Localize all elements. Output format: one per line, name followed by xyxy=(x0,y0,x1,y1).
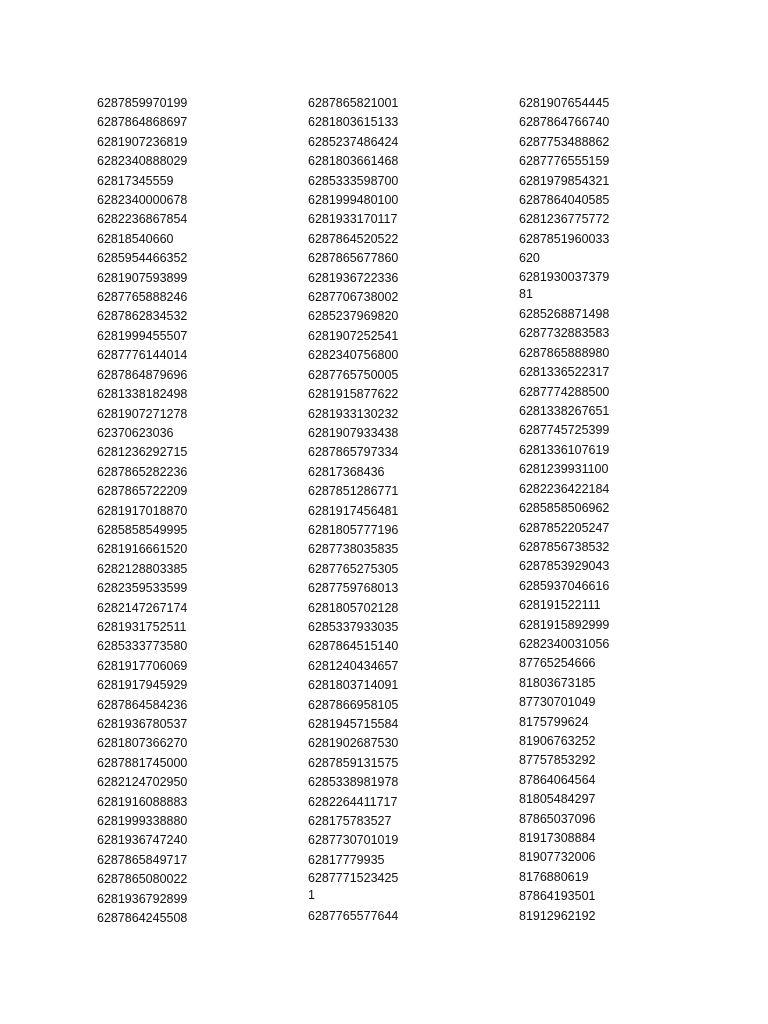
phone-number-cell: 6281338182498 xyxy=(97,387,188,402)
phone-number-cell: 87864064564 xyxy=(519,772,596,787)
phone-number-cell: 6287765750005 xyxy=(308,367,399,382)
phone-number-cell: 6287864520522 xyxy=(308,231,399,246)
phone-number-cell: 6282340756800 xyxy=(308,348,399,363)
phone-number-cell: 6285237969820 xyxy=(308,309,399,324)
phone-number-cell: 6281917018870 xyxy=(97,503,188,518)
phone-number-cell: 6287865080022 xyxy=(97,872,188,887)
phone-number-cell: 6287864868697 xyxy=(97,115,188,130)
phone-number-cell: 6287753488862 xyxy=(519,134,610,149)
phone-number-cell: 6287864515140 xyxy=(308,639,399,654)
phone-number-cell: 6282236422184 xyxy=(519,481,610,496)
phone-number-cell: 81805484297 xyxy=(519,792,596,807)
phone-number-cell: 628191522111 xyxy=(519,598,601,613)
phone-number-cell: 81907732006 xyxy=(519,850,596,865)
phone-number-cell: 6287765577644 xyxy=(308,908,399,923)
phone-number-cell: 6285237486424 xyxy=(308,134,399,149)
phone-number-cell: 6281805777196 xyxy=(308,522,399,537)
phone-number-cell: 6287853929043 xyxy=(519,559,610,574)
phone-number-cell: 6282264411717 xyxy=(308,794,398,809)
phone-number-cell: 6281907593899 xyxy=(97,270,188,285)
phone-number-cell: 87865037096 xyxy=(519,811,596,826)
phone-number-cell: 6287765888246 xyxy=(97,290,188,305)
phone-number-cell: 6281915877622 xyxy=(308,387,399,402)
phone-number-cell: 6287759768013 xyxy=(308,581,399,596)
phone-number-cell: 6281803714091 xyxy=(308,678,399,693)
phone-number-cell: 6282147267174 xyxy=(97,600,188,615)
phone-number-cell: 6281240434657 xyxy=(308,658,399,673)
phone-number-cell: 6287865677860 xyxy=(308,251,399,266)
phone-number-cell: 6281803661468 xyxy=(308,154,399,169)
phone-number-cell: 6287856738532 xyxy=(519,539,610,554)
phone-number-cell: 87730701049 xyxy=(519,695,596,710)
phone-number-cell: 6285338981978 xyxy=(308,775,399,790)
phone-number-cell: 87765254666 xyxy=(519,656,596,671)
phone-number-cell: 6281805702128 xyxy=(308,600,399,615)
phone-number-cell: 6287865821001 xyxy=(308,96,399,110)
phone-number-cell: 62370623036 xyxy=(97,425,174,440)
phone-number-cell: 6287852205247 xyxy=(519,520,610,535)
phone-column-3 xyxy=(519,94,649,926)
phone-number-cell: 81803673185 xyxy=(519,675,596,690)
phone-number-cell: 6287765275305 xyxy=(308,561,399,576)
phone-number-cell: 6282340000678 xyxy=(97,193,188,208)
phone-number-cell: 6287864879696 xyxy=(97,367,188,382)
phone-number-cell: 6281936792899 xyxy=(97,891,188,906)
phone-number-cell: 87757853292 xyxy=(519,753,596,768)
phone-number-cell: 6287859131575 xyxy=(308,755,399,770)
phone-number-cell: 6281916661520 xyxy=(97,542,188,557)
phone-number-cell: 6281907933438 xyxy=(308,425,399,440)
phone-number-cell: 6281917945929 xyxy=(97,678,188,693)
phone-number-cell: 6287774288500 xyxy=(519,384,610,399)
phone-number-cell: 6281999338880 xyxy=(97,814,188,829)
phone-number-cell: 6287864766740 xyxy=(519,115,610,130)
phone-column-2 xyxy=(308,94,438,926)
phone-number-cell: 6281907654445 xyxy=(519,96,610,110)
phone-number-cell: 6287865722209 xyxy=(97,484,188,499)
phone-number-cell: 6285954466352 xyxy=(97,251,188,266)
phone-number-cell: 62877715234251 xyxy=(308,871,399,903)
phone-number-cell: 6285333773580 xyxy=(97,639,188,654)
phone-number-cell: 6281936722336 xyxy=(308,270,399,285)
phone-number-cell: 6287864584236 xyxy=(97,697,188,712)
phone-number-cell: 6287730701019 xyxy=(308,833,399,848)
phone-number-cell: 6281336522317 xyxy=(519,365,610,380)
phone-number-cell: 6285858549995 xyxy=(97,522,188,537)
phone-column-1 xyxy=(97,94,227,928)
phone-number-cell: 6281236292715 xyxy=(97,445,188,460)
phone-number-cell: 6287862834532 xyxy=(97,309,188,324)
phone-number-cell: 6287865888980 xyxy=(519,345,610,360)
phone-number-cell: 6285268871498 xyxy=(519,307,610,322)
phone-number-cell: 6287865849717 xyxy=(97,852,188,867)
phone-number-cell: 6287865797334 xyxy=(308,445,399,460)
phone-number-cell: 8175799624 xyxy=(519,714,589,729)
phone-number-cell: 6281336107619 xyxy=(519,442,610,457)
phone-number-cell: 6281907252541 xyxy=(308,328,399,343)
phone-number-cell: 62818540660 xyxy=(97,231,174,246)
phone-number-cell: 6282124702950 xyxy=(97,775,188,790)
phone-number-cell: 81917308884 xyxy=(519,831,596,846)
phone-number-cell: 6281936780537 xyxy=(97,717,188,731)
phone-number-cell: 6281945715584 xyxy=(308,717,399,731)
phone-number-cell: 6281907236819 xyxy=(97,134,188,149)
phone-number-cell: 6281999480100 xyxy=(308,193,399,208)
phone-number-cell: 6287776555159 xyxy=(519,154,610,169)
phone-number-cell: 6281803615133 xyxy=(308,115,399,130)
phone-number-cell: 6282236867854 xyxy=(97,212,188,227)
phone-number-cell: 6281907271278 xyxy=(97,406,188,421)
phone-number-cell: 6287864040585 xyxy=(519,193,610,208)
phone-number-cell: 6281936747240 xyxy=(97,833,188,848)
phone-number-cell: 6281916088883 xyxy=(97,794,188,809)
phone-number-cell: 6281931752511 xyxy=(97,619,187,634)
phone-number-cell: 6281236775772 xyxy=(519,212,610,227)
phone-number-cell: 6281239931100 xyxy=(519,462,609,477)
phone-number-cell: 6282340031056 xyxy=(519,636,610,651)
phone-number-cell: 6281999455507 xyxy=(97,328,188,343)
phone-number-cell: 81912962192 xyxy=(519,908,596,923)
phone-number-cell: 6287851286771 xyxy=(308,484,399,499)
phone-number-cell: 62817368436 xyxy=(308,464,385,479)
phone-number-cell: 6281915892999 xyxy=(519,617,610,632)
phone-number-cell: 6287706738002 xyxy=(308,290,399,305)
phone-number-cell: 6281807366270 xyxy=(97,736,188,751)
phone-number-cell: 6281917706069 xyxy=(97,658,188,673)
phone-number-cell: 6282340888029 xyxy=(97,154,188,169)
phone-number-cell: 87864193501 xyxy=(519,889,596,904)
phone-number-cell: 6287866958105 xyxy=(308,697,399,712)
phone-number-cell: 620 xyxy=(519,251,540,266)
phone-number-cell: 6287864245508 xyxy=(97,911,188,926)
phone-number-cell: 6287851960033 xyxy=(519,231,610,246)
phone-number-cell: 81906763252 xyxy=(519,733,596,748)
phone-number-cell: 6287732883583 xyxy=(519,326,610,341)
phone-number-cell: 6287881745000 xyxy=(97,755,188,770)
phone-number-cell: 6281933170117 xyxy=(308,212,398,227)
phone-number-cell: 6287745725399 xyxy=(519,423,610,438)
phone-number-cell: 62817779935 xyxy=(308,852,385,867)
phone-number-cell: 6287859970199 xyxy=(97,96,188,110)
phone-number-cell: 6287776144014 xyxy=(97,348,188,363)
phone-number-cell: 6285333598700 xyxy=(308,173,399,188)
phone-number-cell: 6281917456481 xyxy=(308,503,399,518)
phone-number-cell: 62817345559 xyxy=(97,173,174,188)
phone-number-cell: 6282128803385 xyxy=(97,561,188,576)
phone-number-cell: 6282359533599 xyxy=(97,581,188,596)
phone-number-cell: 6281902687530 xyxy=(308,736,399,751)
phone-number-cell: 8176880619 xyxy=(519,869,589,884)
phone-number-cell: 628193003737981 xyxy=(519,269,610,301)
phone-number-cell: 628175783527 xyxy=(308,814,392,829)
phone-number-cell: 6287738035835 xyxy=(308,542,399,557)
phone-number-cell: 6287865282236 xyxy=(97,464,188,479)
phone-number-cell: 6281933130232 xyxy=(308,406,399,421)
phone-number-cell: 6281979854321 xyxy=(519,173,610,188)
phone-number-cell: 6285937046616 xyxy=(519,578,610,593)
phone-number-cell: 6285858506962 xyxy=(519,501,610,516)
phone-number-cell: 6281338267651 xyxy=(519,404,610,419)
phone-number-cell: 6285337933035 xyxy=(308,619,399,634)
